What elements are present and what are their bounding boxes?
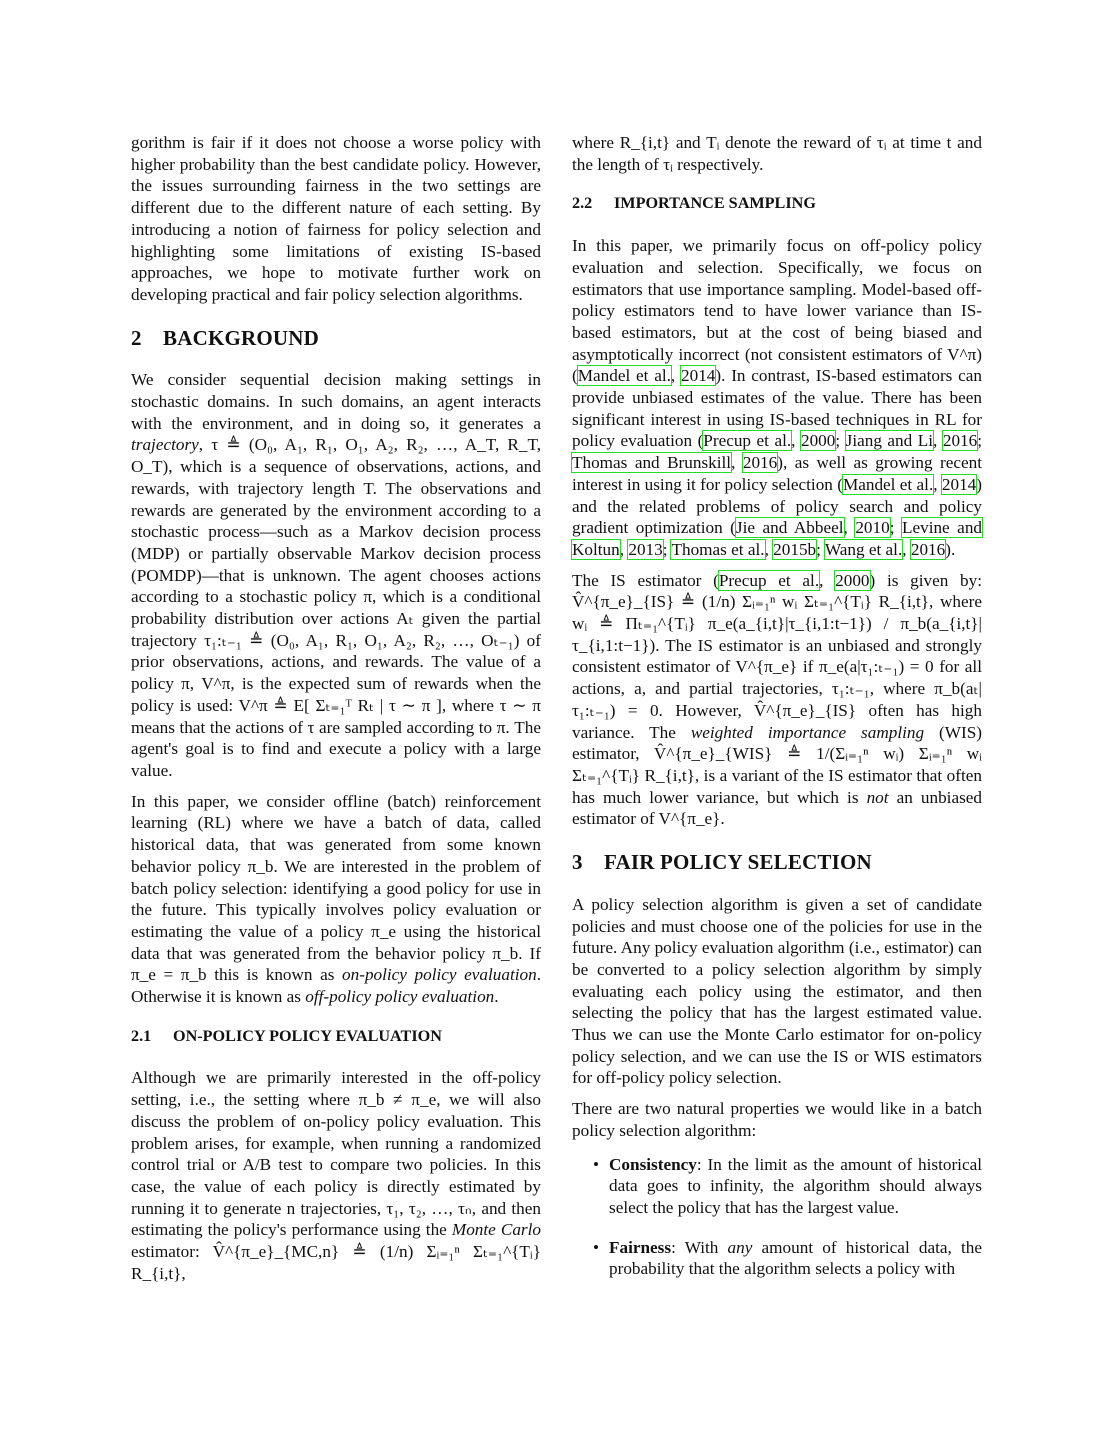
importance-sampling-paragraph-1: In this paper, we primarily focus on off-policy policy evaluation and selection. Specifically, we focus on estimators that use importance sampling. Model-based off-policy estimators tend to have lower variance than IS-based estimators, but at the cost of being biased and asymptotically incorrect (not consistent estimators of V^π) (Mandel et al., 2014). In contrast, IS-based estimators can provide unbiased estimates of the value. There has been significant interest in using IS-based techniques in RL for policy evaluation (Precup et al., 2000; Jiang and Li, 2016; Thomas and Brunskill, 2016), as well as growing recent interest in using it for policy selection (Mandel et al., 2014) and the related problems of policy search and policy gradient optimization (Jie and Abbeel, 2010; Levine and Koltun, 2013; Thomas et al., 2015b; Wang et al., 2016). [572, 236, 983, 559]
intro-paragraph-tail: gorithm is fair if it does not choose a worse policy with higher probability than the best candidate policy. However, the issues surrounding fairness in the two settings are different due to the different nature of each setting. By introducing a notion of fairness for policy selection and highlighting some limitations of existing IS-based approaches, we hope to motivate further work on developing practical and fair policy selection algorithms. [131, 133, 541, 304]
right-column [572, 132, 982, 1298]
citation-link-thomas-brunskill[interactable]: Thomas and Brunskill [572, 453, 732, 473]
section-heading-fair-policy-selection: 3 FAIR POLICY SELECTION [572, 850, 872, 875]
continuation-paragraph: where R_{i,t} and Tᵢ denote the reward of τᵢ at time t and the length of τᵢ respectively. [572, 133, 982, 174]
citation-link-jiang-year[interactable]: 2016 [942, 431, 978, 451]
citation-link-jie[interactable]: Jie and Abbeel [735, 518, 844, 538]
citation-link-thomas[interactable]: Thomas et al. [671, 539, 765, 559]
left-column [131, 132, 541, 1293]
citation-link-wang[interactable]: Wang et al. [824, 539, 903, 559]
properties-list [572, 1154, 982, 1281]
citation-link-jiang[interactable]: Jiang and Li [845, 431, 934, 451]
citation-link-mandel[interactable]: Mandel et al. [577, 366, 671, 386]
citation-link-thomas-year[interactable]: 2015b [773, 539, 817, 559]
citation-link-precup-2[interactable]: Precup et al. [718, 570, 820, 590]
list-item-fairness: • Fairness: With any amount of historical data, the probability that the algorithm selects a policy with [609, 1237, 982, 1280]
citation-link-levine[interactable]: Levine and Koltun [572, 518, 983, 559]
citation-link-mandel-year[interactable]: 2014 [681, 366, 716, 386]
citation-link-precup[interactable]: Precup et al. [703, 431, 792, 451]
citation-link-levine-year[interactable]: 2013 [628, 539, 663, 559]
subsection-heading-on-policy: 2.1 ON-POLICY POLICY EVALUATION [131, 1026, 442, 1045]
fair-policy-paragraph-1: A policy selection algorithm is given a set of candidate policies and must choose one of the policies for use in the future. Any policy evaluation algorithm (i.e., estimator) can be converted to a policy selection algorithm by simply evaluating each policy using the estimator, and then selecting the policy that has the largest estimated value. Thus we can use the Monte Carlo estimator for on-policy policy selection, and we can use the IS or WIS estimators for off-policy policy selection. [572, 894, 982, 1088]
citation-link-wang-year[interactable]: 2016 [910, 539, 946, 559]
subsection-heading-importance-sampling: 2.2 IMPORTANCE SAMPLING [572, 194, 816, 213]
citation-link-jie-year[interactable]: 2010 [855, 518, 890, 538]
background-paragraph-2: In this paper, we consider offline (batch) reinforcement learning (RL) where we have a batch of data, called historical data, that was generated from some known behavior policy π_b. We are interested in the problem of batch policy selection: identifying a good policy for use in the future. This typically involves policy evaluation or estimating the value of a policy π_e using the historical data that was generated from the behavior policy π_b. If π_e = π_b this is known as on-policy policy evaluation. Otherwise it is known as off-policy policy evaluation. [131, 791, 541, 1007]
background-paragraph-1: We consider sequential decision making settings in stochastic domains. In such domains, an agent interacts with the environment, and in doing so, it generates a trajectory, τ ≜ (O₀, A₁, R₁, O₁, A₂, R₂, …, A_T, R_T, O_T), which is a sequence of observations, actions, and rewards, with trajectory length T. The observations and rewards are generated by the environment according to a stochastic process—such as a Markov decision process (MDP) or partially observable Markov decision process (POMDP)—that is unknown. The agent chooses actions according to a stochastic policy π, which is a conditional probability distribution over actions Aₜ given the partial trajectory τ₁:ₜ₋₁ ≜ (O₀, A₁, R₁, O₁, A₂, R₂, …, Oₜ₋₁) of prior observations, actions, and rewards. The value of a policy π, V^π, is the expected sum of rewards when the policy is used: V^π ≜ E[ Σₜ₌₁ᵀ Rₜ | τ ∼ π ], where τ ∼ π means that the actions of τ are sampled according to π. The agent's goal is to find and execute a policy with a large value. [131, 370, 541, 780]
citation-link-mandel-2-year[interactable]: 2014 [941, 474, 977, 494]
on-policy-paragraph: Although we are primarily interested in the off-policy setting, i.e., the setting where π_b ≠ π_e, we will also discuss the problem of on-policy policy evaluation. This problem arises, for example, when running a randomized control trial or A/B test to compare two policies. In this case, the value of each policy is directly estimated by running it to generate n trajectories, τ₁, τ₂, …, τₙ, and then estimating the policy's performance using the Monte Carlo estimator: V̂^{π_e}_{MC,n} ≜ (1/n) Σᵢ₌₁ⁿ Σₜ₌₁^{Tᵢ} R_{i,t}, [131, 1068, 541, 1283]
citation-link-thomas-brunskill-year[interactable]: 2016 [742, 453, 778, 473]
fair-policy-paragraph-2: There are two natural properties we would like in a batch policy selection algorithm: [572, 1099, 982, 1140]
list-item-consistency: • Consistency: In the limit as the amount of historical data goes to infinity, the algorithm should always select the policy that has the largest value. [609, 1154, 982, 1219]
citation-link-precup-2-year[interactable]: 2000 [835, 570, 870, 590]
section-heading-background: 2 BACKGROUND [131, 325, 320, 350]
importance-sampling-paragraph-2: The IS estimator (Precup et al., 2000) is given by: V̂^{π_e}_{IS} ≜ (1/n) Σᵢ₌₁ⁿ wᵢ Σₜ₌₁^{Tᵢ} R_{i,t}, where wᵢ ≜ Πₜ₌₁^{Tᵢ} π_e(a_{i,t}|τ_{i,1:t−1}) / π_b(a_{i,t}|τ_{i,1:t−1}). The IS estimator is an unbiased and strongly consistent estimator of V^{π_e} if π_e(a|τ₁:ₜ₋₁) = 0 for all actions, a, and partial trajectories, τ₁:ₜ₋₁, where π_b(aₜ|τ₁:ₜ₋₁) = 0. However, V̂^{π_e}_{IS} often has high variance. The weighted importance sampling (WIS) estimator, V̂^{π_e}_{WIS} ≜ 1/(Σᵢ₌₁ⁿ wᵢ) Σᵢ₌₁ⁿ wᵢ Σₜ₌₁^{Tᵢ} R_{i,t}, is a variant of the IS estimator that often has much lower variance, but which is not an unbiased estimator of V^{π_e}. [572, 570, 983, 829]
citation-link-mandel-2[interactable]: Mandel et al. [842, 474, 934, 494]
citation-link-precup-year[interactable]: 2000 [800, 431, 836, 451]
